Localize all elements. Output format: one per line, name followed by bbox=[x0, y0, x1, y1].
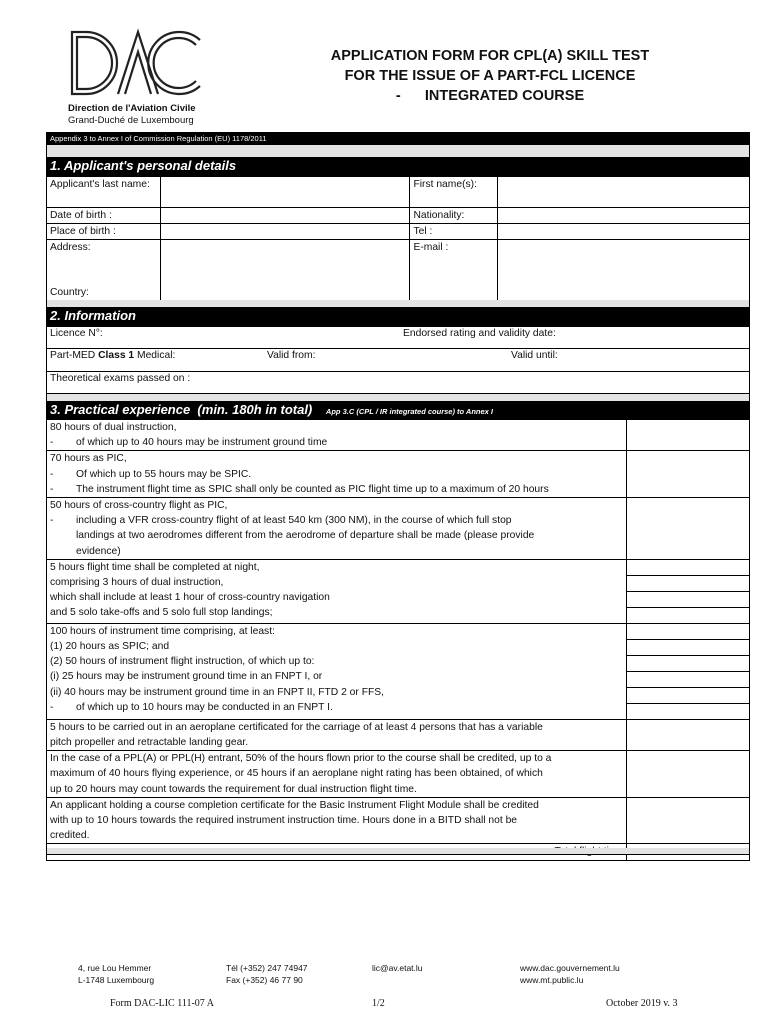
first-name-label: First name(s): bbox=[410, 177, 498, 208]
org-name: Direction de l'Aviation Civile bbox=[68, 103, 196, 114]
hours-field bbox=[627, 559, 750, 623]
last-name-label: Applicant's last name: bbox=[47, 177, 161, 208]
experience-row: An applicant holding a course completion certificate for the Basic Instrument Flight Module shall be credited with up to 10 hours towards the required instrument instruction time. Hours done in a BITD shall not be credited. bbox=[47, 797, 627, 844]
hours-field bbox=[627, 623, 750, 719]
section3-heading: 3. Practical experience (min. 180h in total) App 3.C (CPL / IR integrated course) to Annex I bbox=[46, 401, 750, 419]
form-number: Form DAC-LIC 111-07 A bbox=[110, 998, 214, 1009]
experience-table bbox=[46, 419, 750, 861]
pob-label: Place of birth : bbox=[47, 224, 161, 240]
valid-from-label: Valid from: bbox=[267, 350, 316, 361]
footer-email: lic@av.etat.lu bbox=[372, 963, 423, 973]
tel-field[interactable] bbox=[498, 224, 750, 240]
nationality-field[interactable] bbox=[498, 208, 750, 224]
experience-row: 70 hours as PIC, - Of which up to 55 hours may be SPIC. - The instrument flight time as SPIC shall only be counted as PIC flight time up to a maximum of 20 hours bbox=[47, 451, 627, 498]
endorsed-label: Endorsed rating and validity date: bbox=[403, 328, 556, 339]
hours-field[interactable] bbox=[627, 751, 750, 798]
footer-websites: www.dac.gouvernement.lu www.mt.public.lu bbox=[520, 963, 620, 985]
gray-divider bbox=[46, 394, 750, 401]
tel-label: Tel : bbox=[410, 224, 498, 240]
experience-row: 50 hours of cross-country flight as PIC, - including a VFR cross-country flight of at least 540 km (300 NM), in the course of which full stop landings at two aerodromes different from the aerodrome of departure shall be made (please provide evidence) bbox=[47, 498, 627, 560]
gray-divider bbox=[46, 300, 750, 307]
country-label: Country: bbox=[50, 287, 89, 298]
first-name-field[interactable] bbox=[498, 177, 750, 208]
experience-row: In the case of a PPL(A) or PPL(H) entrant, 50% of the hours flown prior to the course shall be credited, up to a maximum of 40 hours flying experience, or 45 hours if an aeroplane night rating has been obtained, of which up to 20 hours may count towards the requirement for dual instruction flight time. bbox=[47, 751, 627, 798]
nationality-label: Nationality: bbox=[410, 208, 498, 224]
hours-field[interactable] bbox=[627, 719, 750, 750]
dob-label: Date of birth : bbox=[47, 208, 161, 224]
hours-field[interactable] bbox=[627, 498, 750, 560]
hours-field[interactable] bbox=[627, 797, 750, 844]
org-country: Grand-Duché de Luxembourg bbox=[68, 115, 194, 126]
valid-until-label: Valid until: bbox=[511, 350, 558, 361]
pob-field[interactable] bbox=[160, 224, 410, 240]
licence-label: Licence N°: bbox=[50, 328, 103, 339]
exams-label: Theoretical exams passed on : bbox=[50, 373, 191, 384]
dob-field[interactable] bbox=[160, 208, 410, 224]
gray-divider bbox=[46, 145, 750, 157]
hours-field[interactable] bbox=[627, 420, 750, 451]
section1-heading: 1. Applicant's personal details bbox=[46, 157, 750, 176]
dac-logo bbox=[68, 28, 208, 98]
section3-reference: App 3.C (CPL / IR integrated course) to Annex I bbox=[325, 407, 494, 416]
email-field[interactable] bbox=[498, 240, 750, 301]
section2-heading: 2. Information bbox=[46, 307, 750, 326]
last-name-field[interactable] bbox=[160, 177, 410, 208]
experience-row: 80 hours of dual instruction, - of which up to 40 hours may be instrument ground time bbox=[47, 420, 627, 451]
experience-row: 5 hours flight time shall be completed at night, comprising 3 hours of dual instruction, which shall include at least 1 hour of cross-country navigation and 5 solo take-offs and 5 solo full stop landings; bbox=[47, 559, 627, 623]
information-box bbox=[46, 326, 750, 394]
medical-label: Part-MED Class 1 Medical: bbox=[50, 350, 176, 361]
appendix-bar: Appendix 3 to Annex I of Commission Regulation (EU) 1178/2011 bbox=[46, 132, 750, 145]
experience-row: 100 hours of instrument time comprising, at least: (1) 20 hours as SPIC; and (2) 50 hours of instrument flight instruction, of which up to: (i) 25 hours may be instrument ground time in an FNPT I, or (ii) 40 hours may be instrument ground time in an FNPT II, FTD 2 or FFS, - of which up to 10 hours may be conducted in an FNPT I. bbox=[47, 623, 627, 719]
form-title: APPLICATION FORM FOR CPL(A) SKILL TEST FOR THE ISSUE OF A PART-FCL LICENCE - INTEGRATED COURSE bbox=[330, 48, 650, 104]
email-label: E-mail : bbox=[410, 240, 498, 301]
experience-row: 5 hours to be carried out in an aeroplane certificated for the carriage of at least 4 persons that has a variable pitch propeller and retractable landing gear. bbox=[47, 719, 627, 750]
personal-details-table bbox=[46, 176, 750, 301]
gray-divider bbox=[46, 848, 750, 855]
hours-field[interactable] bbox=[627, 451, 750, 498]
address-field[interactable] bbox=[160, 240, 410, 301]
form-version: October 2019 v. 3 bbox=[606, 998, 678, 1009]
address-label: Address: Country: bbox=[47, 240, 161, 301]
footer-phone: Tél (+352) 247 74947 Fax (+352) 46 77 90 bbox=[226, 963, 308, 985]
page-number: 1/2 bbox=[372, 998, 385, 1009]
footer-address: 4, rue Lou Hemmer L-1748 Luxembourg bbox=[78, 963, 155, 985]
